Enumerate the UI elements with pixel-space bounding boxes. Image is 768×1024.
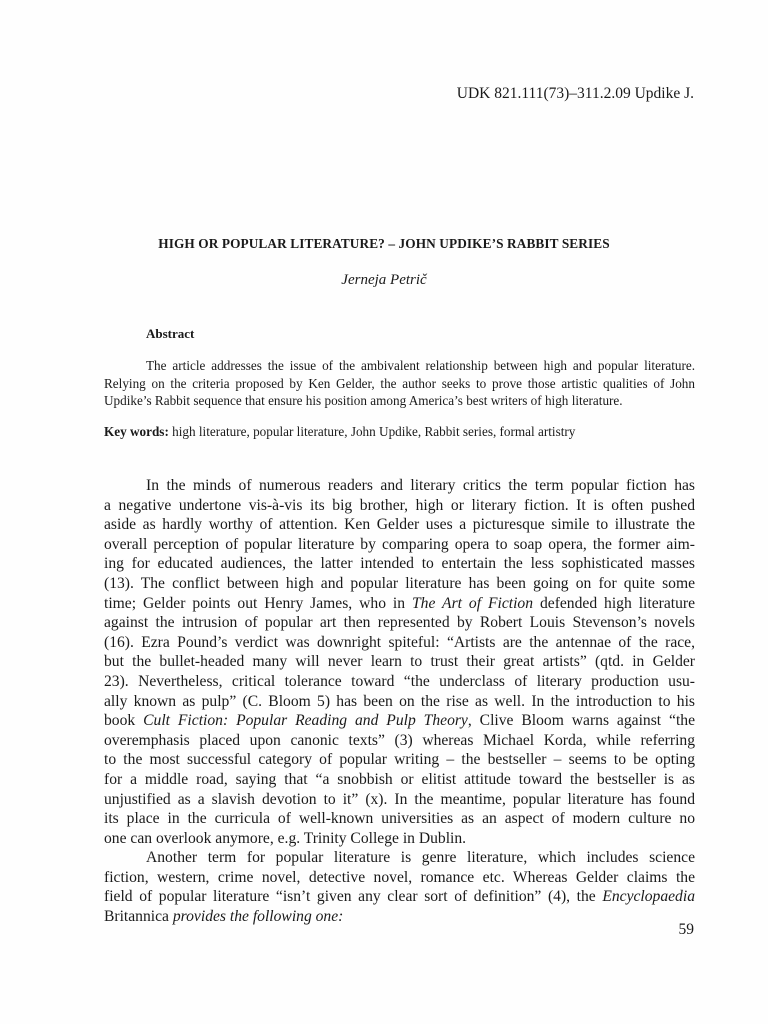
body-paragraph-2: [104, 848, 695, 926]
page-number: 59: [678, 921, 694, 938]
text-segment: field of popular literature “isn’t given any clear sort of definition” (4), the: [104, 888, 603, 906]
text-segment: defended high literature: [533, 594, 695, 612]
body-text-line: [104, 770, 695, 790]
text-segment: ally known as pulp” (C. Bloom 5) has been on the rise as well. In the introduction to his: [104, 692, 695, 710]
italic-work-title: Encyclopaedia: [602, 888, 695, 906]
text-segment: aside as hardly worthy of attention. Ken Gelder uses a picturesque simile to illustrate the: [104, 516, 695, 534]
keywords-label: Key words:: [104, 424, 169, 439]
body-text-line: [104, 809, 695, 829]
text-segment: overemphasis placed upon canonic texts” (3) whereas Michael Korda, while referring: [104, 731, 695, 749]
body-text-line: [104, 476, 695, 496]
body-text-line: [104, 496, 695, 516]
italic-work-title: Cult Fiction: Popular Reading and Pulp Theory: [143, 712, 468, 730]
text-segment: one can overlook anymore, e.g. Trinity College in Dublin.: [104, 829, 467, 847]
body-text-line: [104, 554, 695, 574]
text-segment: (16). Ezra Pound’s verdict was downright spiteful: “Artists are the antennae of the race,: [104, 633, 695, 651]
text-segment: , Clive Bloom warns against “the: [467, 712, 695, 730]
abstract-text: The article addresses the issue of the ambivalent relationship between high and popular literature. Relying on the criteria proposed by Ken Gelder, the author seeks to prove those artistic qualities of John Updike’s Rabbit sequence that ensure his position among America’s best writers of high literature.: [104, 358, 695, 408]
body-text-line: [104, 692, 695, 712]
body-text-line: [104, 672, 695, 692]
italic-work-title: The Art of Fiction: [412, 594, 534, 612]
text-segment: time; Gelder points out Henry James, who in: [104, 594, 412, 612]
article-title: HIGH OR POPULAR LITERATURE? – JOHN UPDIKE’S RABBIT SERIES: [158, 236, 610, 251]
body-text-line: [104, 868, 695, 888]
body-text-line: [104, 848, 695, 868]
body-text-line: [104, 907, 695, 927]
text-segment: for a middle road, saying that “a snobbish or elitist attitude toward the bestseller is as: [104, 770, 695, 788]
text-segment: fiction, western, crime novel, detective novel, romance etc. Whereas Gelder claims the: [104, 868, 695, 886]
text-segment: 23). Nevertheless, critical tolerance toward “the underclass of literary production usu-: [104, 672, 695, 690]
article-body: [104, 476, 695, 927]
article-author: Jerneja Petrič: [341, 272, 427, 288]
text-segment: a negative undertone vis-à-vis its big brother, high or literary fiction. It is often pushed: [104, 496, 695, 514]
keywords-line: [104, 423, 704, 441]
italic-work-title: provides the following one:: [168, 908, 344, 926]
body-text-line: [104, 731, 695, 751]
body-text-line: [104, 887, 695, 907]
body-text-line: [104, 535, 695, 555]
text-segment: Another term for popular literature is genre literature, which includes science: [146, 849, 695, 867]
abstract-heading: Abstract: [146, 326, 195, 341]
body-text-line: [104, 829, 695, 849]
text-segment: to the most successful category of popular writing – the bestseller – seems to be opting: [104, 751, 695, 769]
udk-classification: UDK 821.111(73)–311.2.09 Updike J.: [456, 85, 694, 102]
keywords-list: high literature, popular literature, John Updike, Rabbit series, formal artistry: [172, 424, 576, 439]
body-text-line: [104, 633, 695, 653]
text-segment: book: [104, 712, 144, 730]
body-text-line: [104, 711, 695, 731]
text-segment: but the bullet-headed many will never learn to trust their great artists” (qtd. in Gelder: [104, 653, 695, 671]
text-segment: against the intrusion of popular art then represented by Robert Louis Stevenson’s novels: [104, 614, 695, 632]
text-segment: ing for educated audiences, the latter intended to entertain the less sophisticated masses: [104, 555, 695, 573]
body-text-line: [104, 515, 695, 535]
text-segment: its place in the curricula of well-known universities as an aspect of modern culture no: [104, 810, 695, 828]
body-text-line: [104, 574, 695, 594]
body-text-line: [104, 652, 695, 672]
body-text-line: [104, 613, 695, 633]
body-text-line: [104, 594, 695, 614]
body-text-line: [104, 790, 695, 810]
text-segment: Britannica: [104, 908, 169, 926]
text-segment: In the minds of numerous readers and literary critics the term popular fiction has: [146, 477, 695, 494]
body-paragraph-1: [104, 476, 695, 848]
text-segment: unjustified as a slavish devotion to it” (x). In the meantime, popular literature has found: [104, 790, 695, 808]
text-segment: overall perception of popular literature by comparing opera to soap opera, the former aim-: [104, 535, 695, 553]
text-segment: (13). The conflict between high and popular literature has been going on for quite some: [104, 574, 695, 592]
body-text-line: [104, 750, 695, 770]
